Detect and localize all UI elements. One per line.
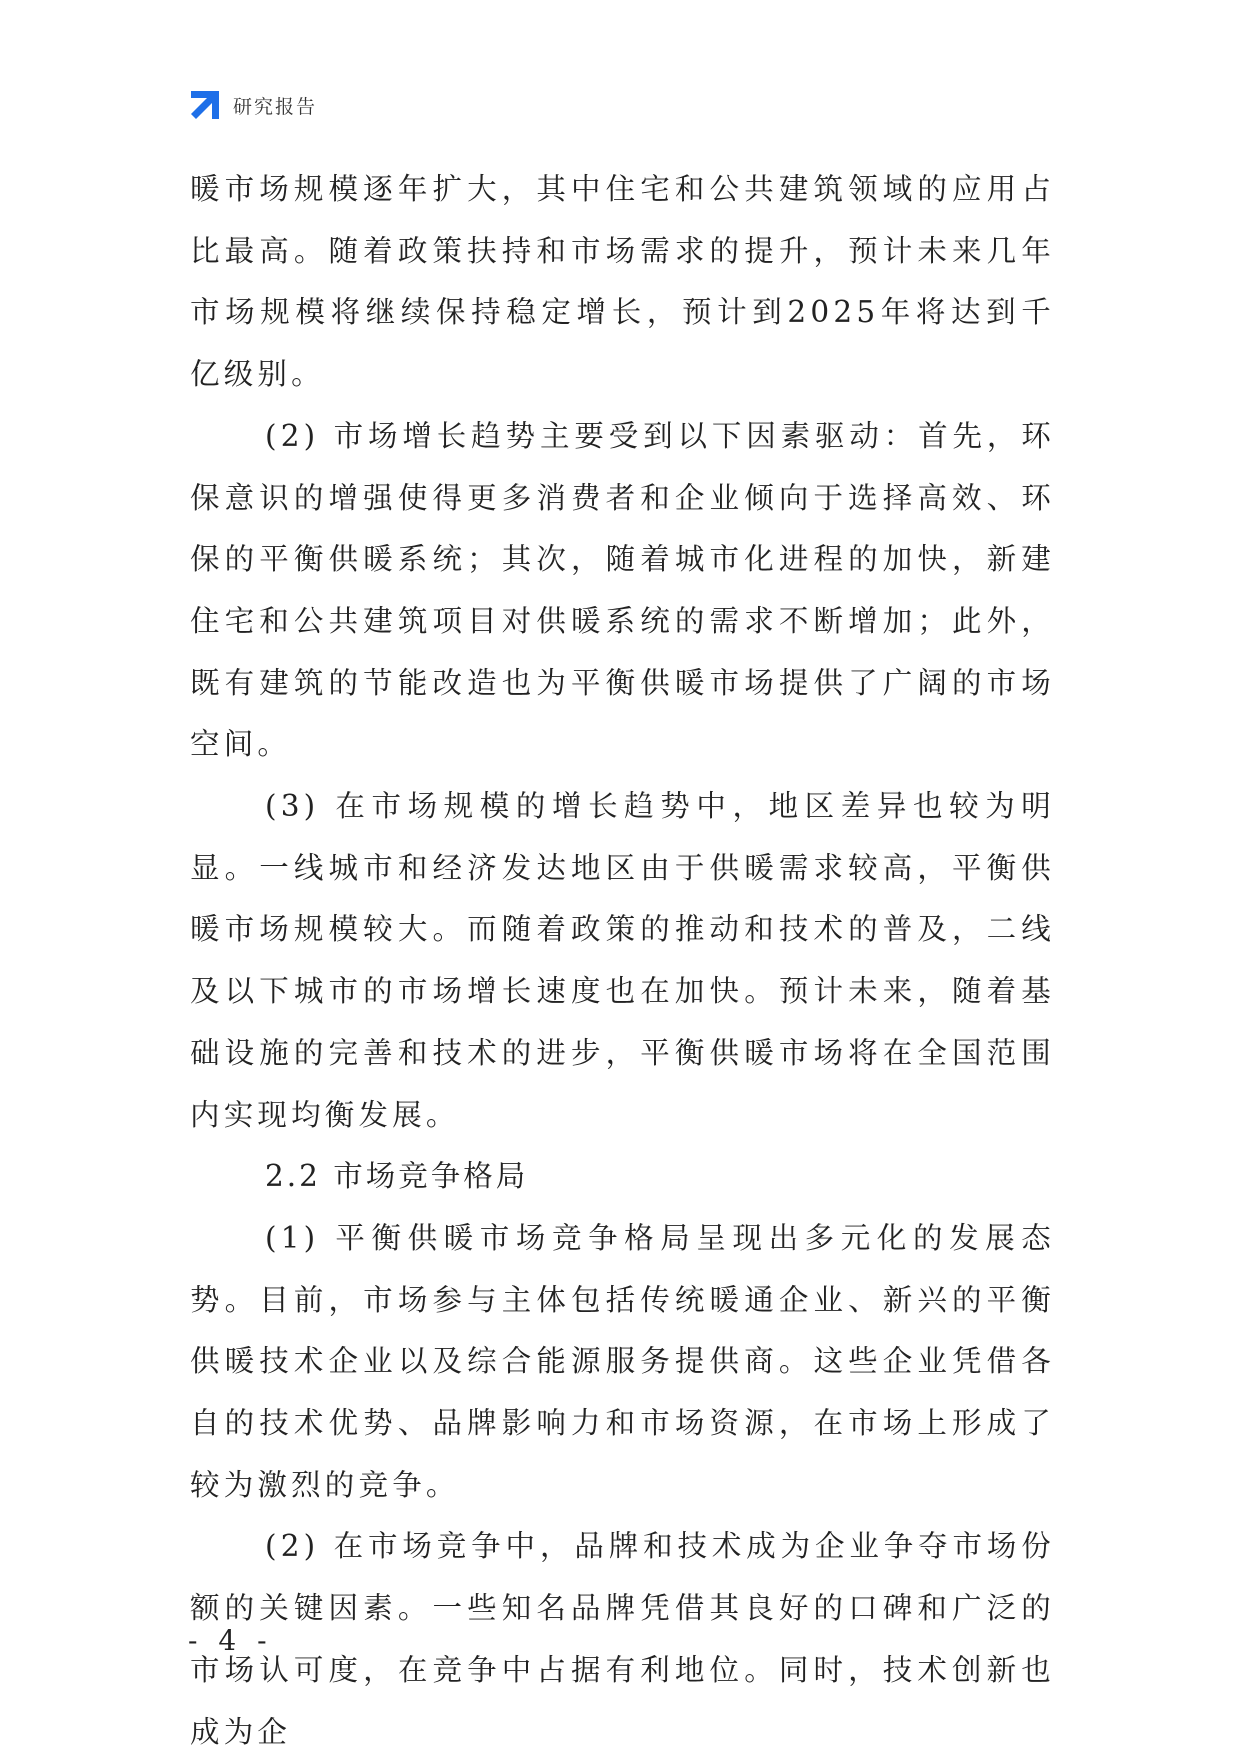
arrow-up-right-logo-icon	[188, 88, 222, 122]
paragraph-competition-landscape: (1) 平衡供暖市场竞争格局呈现出多元化的发展态势。目前，市场参与主体包括传统暖通企业、新兴的平衡供暖技术企业以及综合能源服务提供商。这些企业凭借各自的技术优势、品牌影响力和市场资源，在市场上形成了较为激烈的竞争。	[190, 1220, 1055, 1502]
paragraph-continued: 暖市场规模逐年扩大，其中住宅和公共建筑领域的应用占比最高。随着政策扶持和市场需求的提升，预计未来几年市场规模将继续保持稳定增长，预计到2025年将达到千亿级别。	[190, 172, 1055, 392]
document-body	[190, 159, 1055, 1763]
paragraph-regional-differences: (3) 在市场规模的增长趋势中，地区差异也较为明显。一线城市和经济发达地区由于供暖需求较高，平衡供暖市场规模较大。而随着政策的推动和技术的普及，二线及以下城市的市场增长速度也在加快。预计未来，随着基础设施的完善和技术的进步，平衡供暖市场将在全国范围内实现均衡发展。	[190, 789, 1055, 1132]
page-header	[188, 88, 317, 122]
paragraph-market-drivers: (2) 市场增长趋势主要受到以下因素驱动：首先，环保意识的增强使得更多消费者和企业倾向于选择高效、环保的平衡供暖系统；其次，随着城市化进程的加快，新建住宅和公共建筑项目对供暖系统的需求不断增加；此外，既有建筑的节能改造也为平衡供暖市场提供了广阔的市场空间。	[190, 418, 1055, 762]
page-number: - 4 -	[188, 1624, 273, 1657]
paragraph-brand-technology: (2) 在市场竞争中，品牌和技术成为企业争夺市场份额的关键因素。一些知名品牌凭借其良好的口碑和广泛的市场认可度，在竞争中占据有利地位。同时，技术创新也成为企	[190, 1529, 1055, 1749]
header-title: 研究报告	[233, 95, 318, 118]
section-heading: 2.2 市场竞争格局	[265, 1159, 529, 1194]
